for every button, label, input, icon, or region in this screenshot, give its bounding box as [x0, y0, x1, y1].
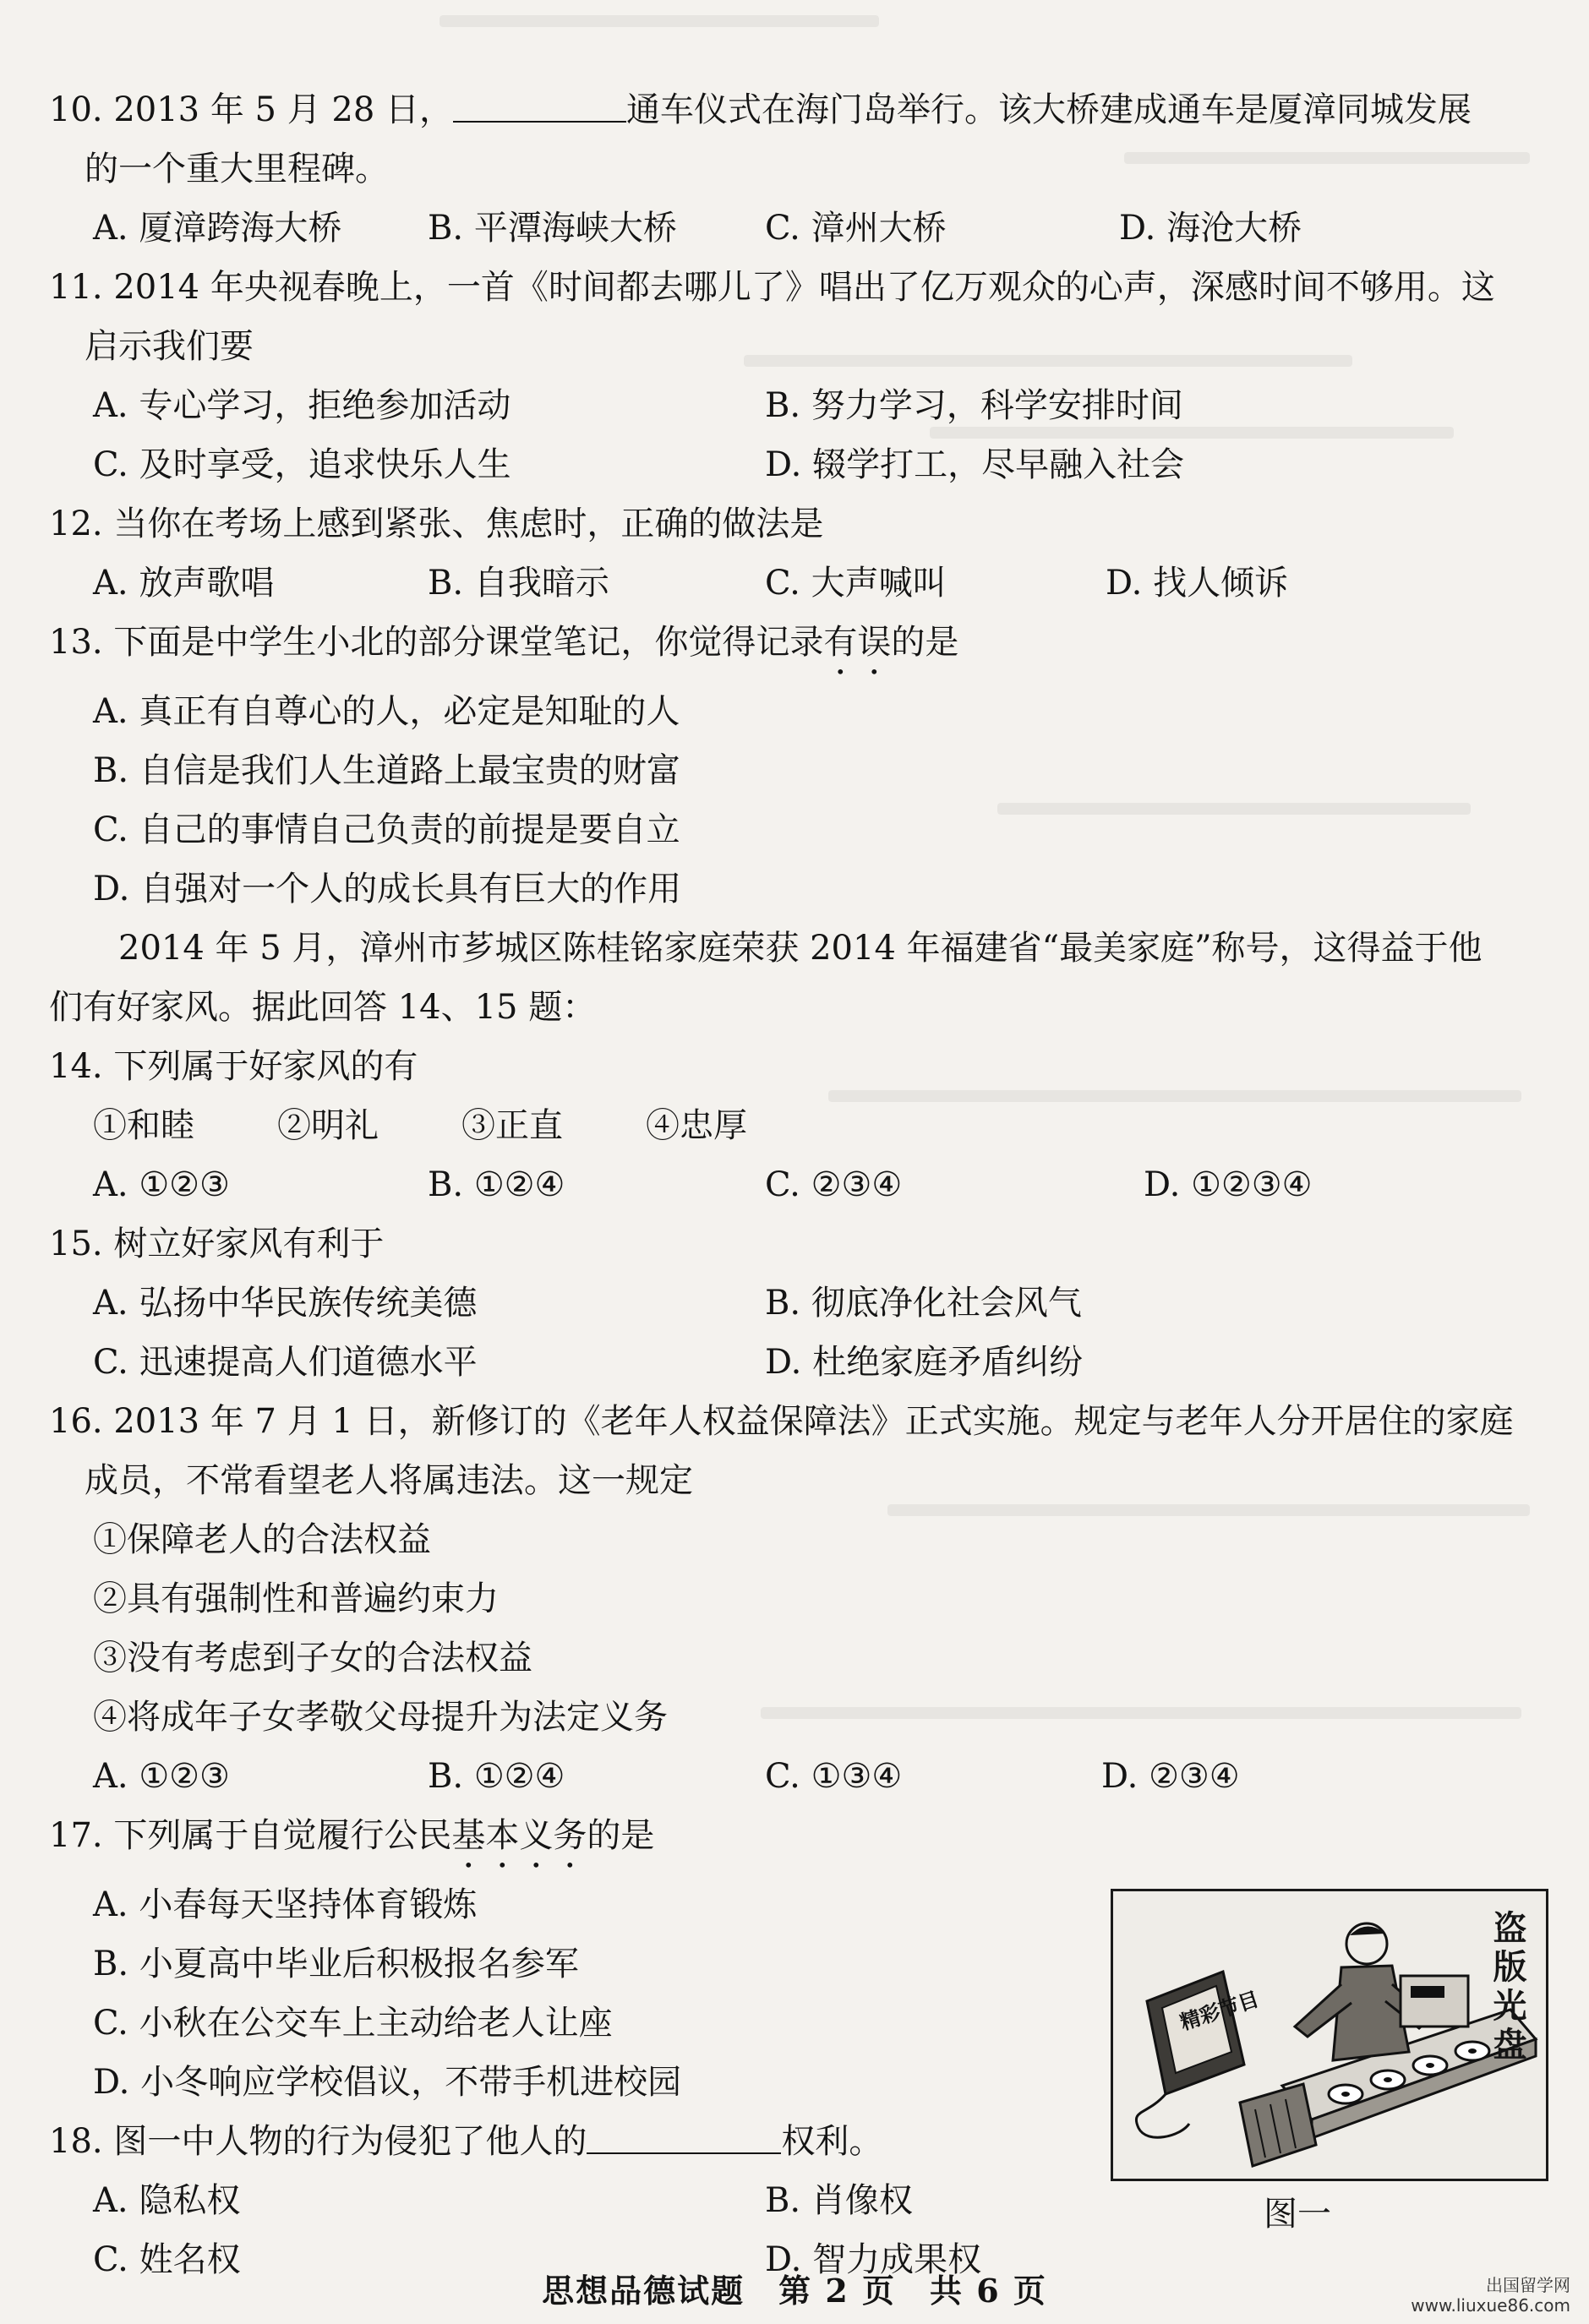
question-13-option-d: D. 自强对一个人的成长具有巨大的作用: [93, 870, 682, 908]
option-a: A. ①②③: [93, 1165, 230, 1204]
item-4: ④忠厚: [646, 1106, 747, 1145]
question-17-option-d: D. 小冬响应学校倡议，不带手机进校园: [93, 2063, 682, 2102]
option-b: B. 彻底净化社会风气: [765, 1284, 1082, 1323]
option-c: C. ②③④: [765, 1165, 903, 1204]
figure-caption: 图一: [1264, 2195, 1331, 2234]
question-13-option-b: B. 自信是我们人生道路上最宝贵的财富: [93, 751, 680, 790]
emphasis-text: 基本义务: [451, 1816, 587, 1855]
item-1: ①和睦: [93, 1106, 194, 1145]
question-16-options: [49, 1747, 1554, 1806]
option-d: D. 智力成果权: [765, 2240, 982, 2279]
option-c: C. 迅速提高人们道德水平: [93, 1343, 478, 1382]
question-16-item-3: ③没有考虑到子女的合法权益: [93, 1639, 532, 1678]
question-18-stem: 18. 图一中人物的行为侵犯了他人的 权利。: [49, 2112, 1554, 2171]
emphasis-text: 有误: [823, 623, 892, 662]
question-14-options: [49, 1155, 1554, 1214]
question-15-options-row1: [49, 1274, 1554, 1333]
question-14-stem: 14. 下列属于好家风的有: [49, 1047, 418, 1086]
question-16-stem-cont: 成员，不常看望老人将属违法。这一规定: [85, 1461, 693, 1500]
question-14-items: [49, 1096, 1554, 1155]
site-watermark: 出国留学网 www.liuxue86.com: [1411, 2275, 1570, 2316]
option-a: A. 厦漳跨海大桥: [93, 209, 342, 248]
material-intro-cont: 们有好家风。据此回答 14、15 题：: [49, 988, 597, 1027]
item-2: ②明礼: [277, 1106, 379, 1145]
option-b: B. 平潭海峡大桥: [428, 209, 677, 248]
material-intro: 2014 年 5 月，漳州市芗城区陈桂铭家庭荣获 2014 年福建省“最美家庭”称号，这得益于他: [118, 929, 1483, 968]
item-3: ③正直: [461, 1106, 563, 1145]
option-b: B. 肖像权: [765, 2181, 913, 2220]
question-10-options: [49, 199, 1554, 258]
option-d: D. 找人倾诉: [1106, 564, 1289, 603]
question-11-stem-cont: 启示我们要: [85, 327, 254, 366]
option-a: A. 专心学习，拒绝参加活动: [93, 386, 511, 425]
option-c: C. 姓名权: [93, 2240, 241, 2279]
option-a: A. 隐私权: [93, 2181, 241, 2220]
question-10-stem: 10. 2013 年 5 月 28 日， 通车仪式在海门岛举行。该大桥建成通车是厦漳同城发展: [49, 80, 1554, 139]
option-a: A. 放声歌唱: [93, 564, 275, 603]
option-d: D. 杜绝家庭矛盾纠纷: [765, 1343, 1084, 1382]
tag-label: 精彩节目: [1177, 1987, 1262, 2035]
option-c: C. 漳州大桥: [765, 209, 947, 248]
question-11-options-row1: [49, 376, 1554, 435]
option-d: D. 海沧大桥: [1119, 209, 1302, 248]
figure-1-illustration: [1111, 1889, 1548, 2181]
option-d: D. ①②③④: [1144, 1165, 1313, 1204]
question-16-item-2: ②具有强制性和普遍约束力: [93, 1579, 499, 1618]
answer-blank: [453, 87, 626, 123]
question-15-options-row2: [49, 1333, 1554, 1392]
question-12-options: [49, 554, 1554, 613]
option-b: B. ①②④: [428, 1165, 565, 1204]
question-17-option-b: B. 小夏高中毕业后积极报名参军: [93, 1945, 579, 1983]
question-17-option-a: A. 小春每天坚持体育锻炼: [93, 1885, 478, 1924]
question-13-stem: 13. 下面是中学生小北的部分课堂笔记，你觉得记录有误的是: [49, 623, 959, 662]
option-b: B. 自我暗示: [428, 564, 609, 603]
piracy-label: 盗版光盘: [1488, 1910, 1527, 2065]
option-c: C. ①③④: [765, 1757, 903, 1796]
option-b: B. ①②④: [428, 1757, 565, 1796]
question-13-option-c: C. 自己的事情自己负责的前提是要自立: [93, 810, 680, 849]
option-d: D. 辍学打工，尽早融入社会: [765, 445, 1185, 484]
option-c: C. 及时享受，追求快乐人生: [93, 445, 511, 484]
question-13-option-a: A. 真正有自尊心的人，必定是知耻的人: [93, 692, 680, 731]
question-11-options-row2: [49, 435, 1554, 494]
question-16-stem: 16. 2013 年 7 月 1 日，新修订的《老年人权益保障法》正式实施。规定与老年人分开居住的家庭: [49, 1402, 1514, 1441]
option-d: D. ②③④: [1101, 1757, 1240, 1796]
question-15-stem: 15. 树立好家风有利于: [49, 1225, 385, 1263]
option-b: B. 努力学习，科学安排时间: [765, 386, 1183, 425]
question-16-item-1: ①保障老人的合法权益: [93, 1520, 431, 1559]
question-10-stem-cont: 的一个重大里程碑。: [85, 150, 389, 188]
piracy-cartoon-icon: [1113, 1891, 1546, 2179]
question-11-stem: 11. 2014 年央视春晚上，一首《时间都去哪儿了》唱出了亿万观众的心声，深感时间不够用。这: [49, 268, 1495, 307]
option-a: A. ①②③: [93, 1757, 230, 1796]
question-16-item-4: ④将成年子女孝敬父母提升为法定义务: [93, 1698, 668, 1737]
question-17-stem: 17. 下列属于自觉履行公民基本义务的是: [49, 1816, 655, 1855]
option-c: C. 大声喊叫: [765, 564, 947, 603]
question-17-option-c: C. 小秋在公交车上主动给老人让座: [93, 2004, 613, 2043]
question-12-stem: 12. 当你在考场上感到紧张、焦虑时，正确的做法是: [49, 505, 824, 543]
answer-blank: [587, 2119, 781, 2154]
page-footer: 思想品德试题 第 2 页 共 6 页: [542, 2272, 1047, 2310]
option-a: A. 弘扬中华民族传统美德: [93, 1284, 478, 1323]
